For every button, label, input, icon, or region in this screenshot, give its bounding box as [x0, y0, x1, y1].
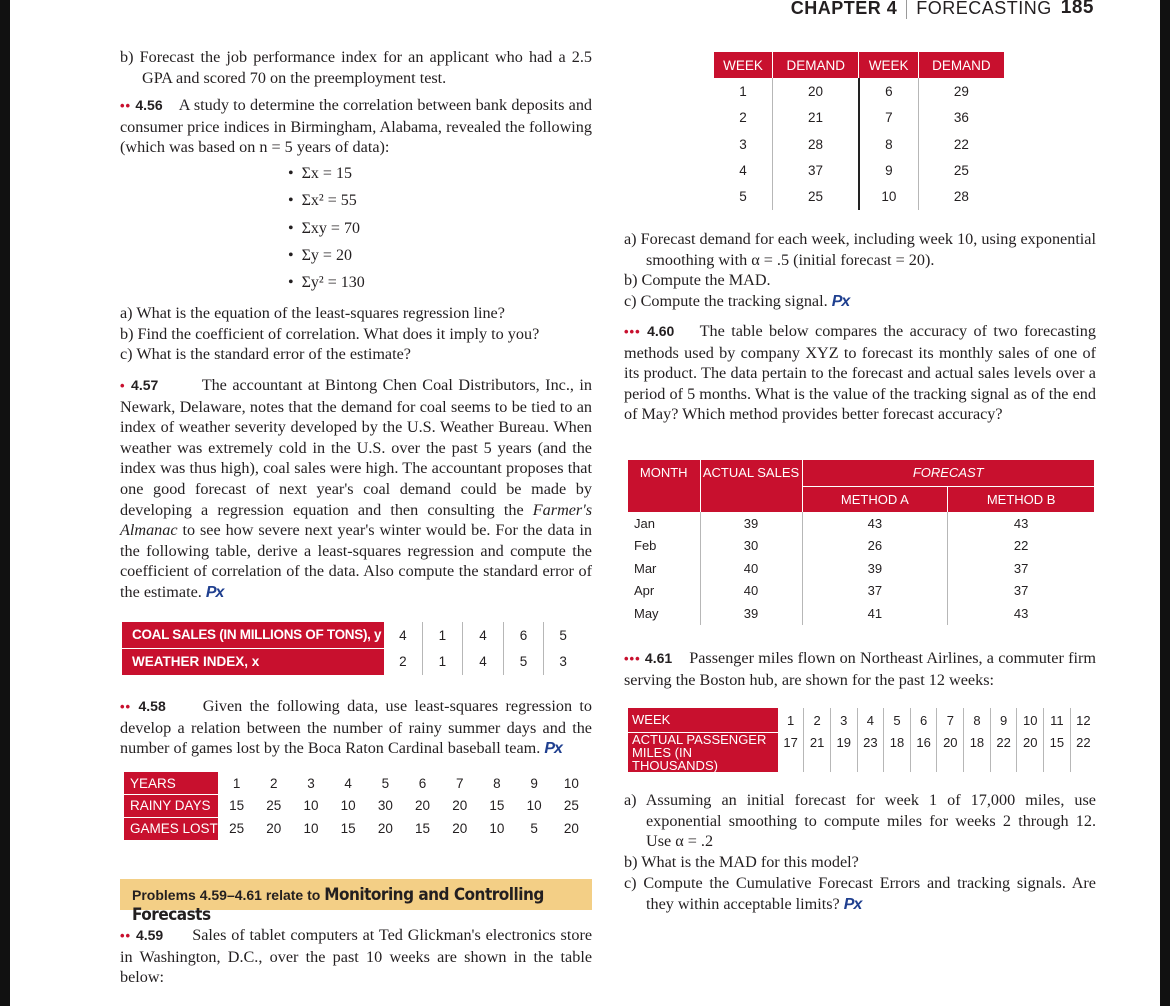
section-band: [120, 879, 592, 925]
cell: Apr: [628, 580, 700, 603]
cell: 5: [559, 627, 567, 643]
cell: 43: [1013, 515, 1029, 531]
problem-4-58: [120, 696, 592, 760]
cell: 2: [714, 105, 773, 131]
table-row: [714, 183, 1004, 209]
column-header: METHOD B: [948, 486, 1094, 512]
cell: 25: [266, 798, 282, 814]
questions-4-56: [120, 303, 600, 365]
cell: 20: [452, 798, 468, 814]
problem-text-cont: to see how severe next year's winter would be. For the data in the following table, derive a least-squares regression and compute the coefficient of correlation of the data. Also compute the standard error of the estimate.: [120, 521, 592, 601]
cell: 10: [340, 798, 356, 814]
cell: 6: [910, 708, 937, 732]
cell: 5: [714, 183, 773, 209]
cell: 15: [340, 820, 356, 836]
problem-text: The accountant at Bintong Chen Coal Distributors, Inc., in Newark, Delaware, notes that the demand for coal seems to be tied to an index of weather severity developed by the U.S. Weather Bureau. When weather was extremely cold in the U.S. over the past 5 years (and the index was thus high), coal sales were high. The accountant proposes that one good forecast of next year's coal demand could be made by developing a regression equation and then consulting the: [120, 376, 592, 519]
column-header: FORECAST: [802, 460, 1094, 486]
bullet-item: • Σy² = 130: [288, 274, 365, 291]
row-label: WEEK: [628, 708, 778, 732]
question-c-weeks: [624, 291, 1096, 313]
question-c: c) What is the standard error of the estimate?: [120, 345, 411, 364]
question-c-miles: [624, 873, 1096, 915]
cell: May: [628, 602, 700, 625]
question-a-miles: a) Assuming an initial forecast for week 1 of 17,000 miles, use exponential smoothing to compute miles for weeks 2 through 12. Use α = .2: [624, 791, 1096, 851]
forecast-methods-table: [628, 460, 1094, 625]
cell: 8: [859, 131, 918, 157]
table-row: [628, 580, 1094, 603]
cell: 5: [381, 775, 390, 791]
cell: 20: [415, 798, 431, 814]
cell: 7: [937, 708, 964, 732]
cell: 29: [953, 83, 969, 99]
cell: 20: [266, 820, 282, 836]
cell: 25: [773, 183, 859, 209]
cell: 10: [303, 798, 319, 814]
cell: 9: [990, 708, 1017, 732]
cell: 25: [229, 820, 245, 836]
cell: 19: [830, 732, 857, 772]
cell: 16: [910, 732, 937, 772]
bullet-item: • Σxy = 70: [288, 220, 360, 237]
cell: 4: [463, 648, 504, 674]
cell: 5: [503, 648, 544, 674]
row-label: RAINY DAYS: [124, 795, 218, 818]
cell: 37: [1013, 560, 1029, 576]
cell: 9: [530, 775, 538, 791]
cell: 20: [1017, 732, 1044, 772]
table-row: [714, 157, 1004, 183]
question-text: c) Compute the Cumulative Forecast Errors and tracking signals. Are they within acceptable limits?: [624, 874, 1096, 913]
cell: 12: [1076, 712, 1091, 728]
problem-number: 4.59: [135, 927, 164, 943]
cell: 10: [526, 798, 542, 814]
rainy-days-table: [124, 772, 590, 840]
cell: 10: [563, 775, 579, 791]
cell: 30: [700, 535, 802, 558]
cell: 20: [377, 820, 393, 836]
cell: Feb: [628, 535, 700, 558]
chapter-label: CHAPTER 4: [790, 0, 898, 18]
cell: 1: [778, 708, 804, 732]
row-label: YEARS: [124, 772, 218, 795]
cell: 28: [953, 189, 969, 205]
cell: 4: [384, 622, 422, 648]
cell: 37: [773, 157, 859, 183]
cell: 20: [563, 820, 579, 836]
problem-text: Passenger miles flown on Northeast Airlines, a commuter firm serving the Boston hub, are shown for the past 12 weeks:: [624, 649, 1097, 689]
cell: 9: [859, 157, 918, 183]
page-number: 185: [1060, 0, 1094, 18]
px-icon: Px: [843, 895, 862, 913]
cell: 41: [802, 602, 948, 625]
cell: Jan: [628, 512, 700, 535]
difficulty-dots: ••: [120, 928, 132, 943]
bullet-item: • Σx² = 55: [288, 192, 357, 209]
cell: 3: [559, 653, 567, 669]
cell: 39: [700, 512, 802, 535]
cell: 3: [714, 131, 773, 157]
question-text: c) Compute the tracking signal.: [624, 292, 828, 310]
difficulty-dots: •••: [624, 651, 641, 666]
question-b-weeks: b) Compute the MAD.: [624, 271, 771, 289]
question-a-weeks: a) Forecast demand for each week, including week 10, using exponential smoothing with α = .5 (initial forecast = 20).: [624, 230, 1096, 269]
table-row: [628, 557, 1094, 580]
question-b: b) Find the coefficient of correlation. What does it imply to you?: [120, 324, 540, 343]
problem-text: A study to determine the correlation between bank deposits and consumer price indices in Birmingham, Alabama, revealed the following (which was based on n = 5 years of data):: [120, 96, 593, 157]
sum-text: Σxy = 70: [301, 220, 360, 237]
column-header: WEEK: [714, 52, 773, 78]
problem-text: Sales of tablet computers at Ted Glickman's electronics store in Washington, D.C., over the past 10 weeks are shown in the table below:: [120, 926, 593, 987]
cell: 5: [884, 708, 911, 732]
cell: 6: [859, 78, 918, 104]
cell: 6: [418, 775, 427, 791]
header-row: [628, 460, 1094, 486]
problem-4-59: [120, 925, 592, 988]
cell: 43: [1013, 605, 1029, 621]
cell: 10: [489, 820, 505, 836]
cell: 43: [802, 512, 948, 535]
cell: 30: [377, 798, 393, 814]
weekly-demand-table: [714, 52, 1004, 210]
cell: 3: [830, 708, 857, 732]
table-row: [628, 602, 1094, 625]
band-lead: Problems 4.59–4.61 relate to: [132, 887, 325, 903]
cell: 15: [1044, 732, 1071, 772]
question-b-forecast: b) Forecast the job performance index for an applicant who had a 2.5 GPA and scored 70 on the preemployment test.: [120, 48, 592, 87]
band-title: Monitoring and Controlling Forecasts: [132, 885, 544, 925]
problem-4-61: [624, 648, 1096, 690]
cell: 22: [1076, 735, 1091, 750]
label-line: ACTUAL PASSENGER: [632, 731, 767, 747]
column-header: MONTH: [628, 460, 700, 512]
row-label: [628, 732, 778, 772]
table-row: [628, 535, 1094, 558]
cell: 2: [270, 775, 278, 791]
cell: 20: [937, 732, 964, 772]
coal-table: [122, 622, 582, 675]
cell: 26: [802, 535, 948, 558]
label-line: MILES (IN THOUSANDS): [632, 744, 718, 773]
cell: 20: [773, 78, 859, 104]
problem-number: 4.58: [138, 698, 166, 714]
sum-text: Σy² = 130: [301, 274, 365, 291]
difficulty-dots: •: [120, 378, 126, 393]
problem-4-57: [120, 375, 592, 604]
table-row: [714, 105, 1004, 131]
header-divider: [906, 0, 907, 19]
sum-text: Σx² = 55: [301, 192, 357, 209]
cell: 7: [859, 105, 918, 131]
cell: 28: [773, 131, 859, 157]
cell: 4: [714, 157, 773, 183]
problem-4-60: [624, 321, 1096, 425]
cell: 15: [229, 798, 245, 814]
table-row: [714, 131, 1004, 157]
table-row: [124, 795, 590, 818]
cell: 4: [344, 775, 352, 791]
problem-text: Given the following data, use least-squares regression to develop a relation between the number of rainy summer days and the number of games lost by the Boca Raton Cardinal baseball team.: [120, 697, 593, 758]
row-label: COAL SALES (IN MILLIONS OF TONS), y: [122, 622, 384, 648]
problem-number: 4.56: [135, 97, 163, 113]
cell: 1: [422, 648, 463, 674]
cell: 39: [802, 557, 948, 580]
table-row: [124, 817, 590, 840]
header-row: [714, 52, 1004, 78]
problem-number: 4.57: [131, 377, 159, 393]
cell: 4: [463, 622, 504, 648]
problem-number: 4.60: [647, 323, 675, 339]
cell: 7: [455, 775, 464, 791]
cell: 6: [503, 622, 544, 648]
cell: 10: [1017, 708, 1044, 732]
cell: 40: [700, 557, 802, 580]
running-header: [791, 0, 1094, 19]
cell: 1: [232, 775, 241, 791]
cell: 22: [1013, 538, 1029, 554]
cell: 37: [802, 580, 948, 603]
difficulty-dots: ••: [120, 98, 132, 113]
cell: 39: [700, 602, 802, 625]
cell: 10: [859, 183, 918, 209]
problem-number: 4.61: [644, 650, 673, 666]
cell: 21: [773, 105, 859, 131]
question-b-miles: b) What is the MAD for this model?: [624, 853, 859, 871]
px-icon: Px: [831, 293, 850, 310]
cell: 20: [452, 820, 468, 836]
cell: 1: [422, 622, 463, 648]
table-row: [122, 648, 582, 674]
bullet-item: • Σx = 15: [288, 165, 352, 182]
table-row: [122, 622, 582, 648]
sum-text: Σy = 20: [301, 247, 352, 264]
almanac-title: Farmer's Almanac: [120, 500, 592, 540]
right-page-edge: [1160, 0, 1170, 1006]
cell: 36: [953, 110, 969, 126]
row-label: WEATHER INDEX, x: [122, 648, 384, 674]
difficulty-dots: •••: [624, 324, 641, 339]
table-row: [124, 772, 590, 795]
cell: 22: [953, 136, 969, 152]
cell: 3: [307, 775, 315, 791]
cell: 25: [953, 162, 969, 178]
cell: 2: [384, 648, 422, 674]
cell: 18: [884, 732, 911, 772]
cell: 22: [990, 732, 1017, 772]
cell: Mar: [628, 557, 700, 580]
cell: 25: [563, 798, 579, 814]
px-icon: Px: [205, 583, 224, 601]
cell: 5: [530, 820, 538, 836]
cell: 10: [303, 820, 319, 836]
cell: 2: [804, 708, 831, 732]
table-row: [628, 708, 1096, 732]
table-row: [628, 732, 1096, 772]
row-label: GAMES LOST: [124, 817, 218, 840]
column-header: WEEK: [859, 52, 918, 78]
cell: 15: [489, 798, 505, 814]
problem-4-56: [120, 95, 592, 158]
px-icon: Px: [544, 740, 562, 758]
cell: 37: [1013, 583, 1029, 599]
column-header: ACTUAL SALES: [700, 460, 802, 512]
passenger-miles-table: [628, 708, 1096, 772]
section-label: FORECASTING: [916, 0, 1052, 18]
cell: 4: [857, 708, 884, 732]
column-header: DEMAND: [918, 52, 1004, 78]
column-header: METHOD A: [802, 486, 948, 512]
cell: 21: [804, 732, 831, 772]
difficulty-dots: ••: [120, 699, 132, 714]
cell: 11: [1044, 708, 1071, 732]
cell: 8: [964, 708, 991, 732]
bullet-item: • Σy = 20: [288, 247, 352, 264]
column-header: DEMAND: [773, 52, 859, 78]
cell: 17: [778, 732, 804, 772]
problem-text: The table below compares the accuracy of two forecasting methods used by company XYZ to forecast its monthly sales of one of its product. The data pertain to the forecast and actual sales levels over a period of 5 months. What is the value of the tracking signal as of the end of May? Which method provides better forecast accuracy?: [624, 322, 1096, 424]
cell: 8: [493, 775, 501, 791]
cell: 1: [714, 78, 773, 104]
cell: 18: [964, 732, 991, 772]
table-row: [628, 512, 1094, 535]
table-row: [714, 78, 1004, 104]
cell: 40: [700, 580, 802, 603]
cell: 15: [415, 820, 431, 836]
question-a: a) What is the equation of the least-squares regression line?: [120, 304, 505, 322]
sum-text: Σx = 15: [301, 165, 352, 182]
left-page-edge: [0, 0, 10, 1006]
cell: 23: [857, 732, 884, 772]
